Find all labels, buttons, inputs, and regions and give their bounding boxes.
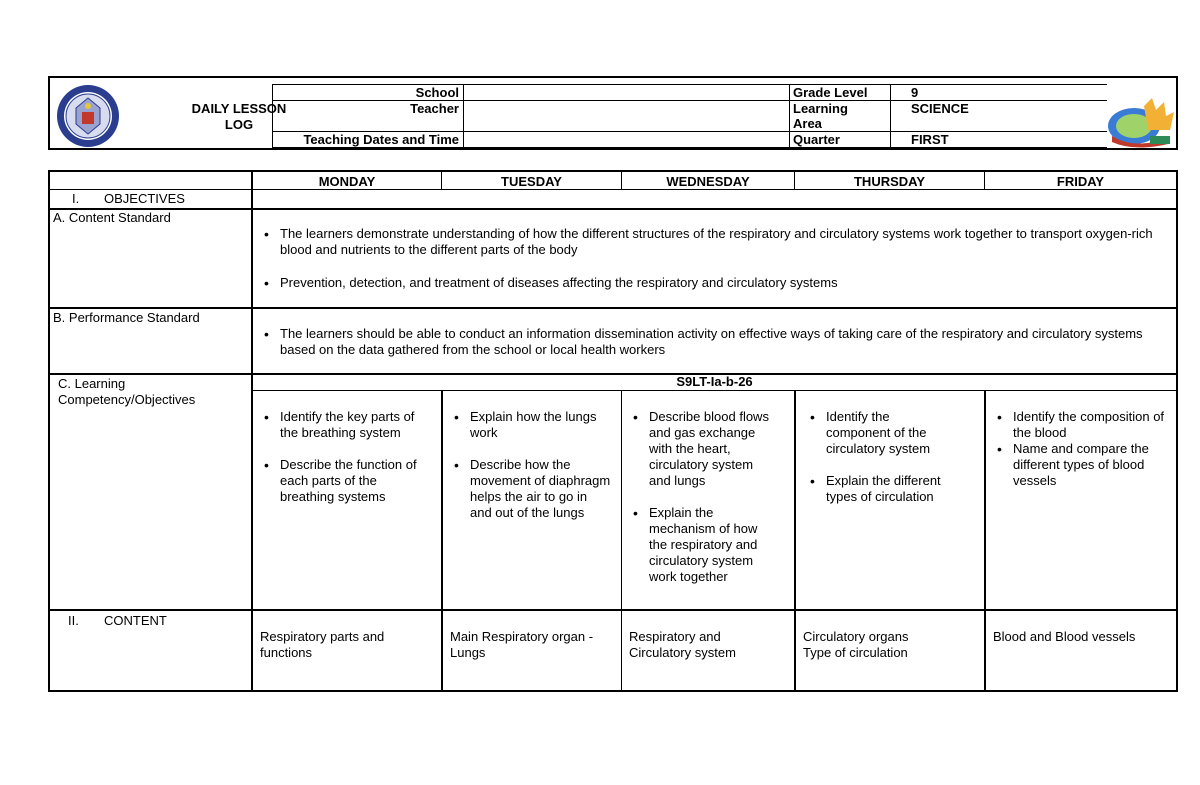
day-header-thursday: THURSDAY [853,174,926,189]
grid-line [251,390,1176,391]
objective-item: • Describe blood flows and gas exchange with the heart, circulatory system and lungs [625,409,775,489]
objective-item: • Name and compare the different types of blood vessels [989,441,1169,489]
content-standard-item: • The learners demonstrate understanding of how the different structures of the respiratory and circulatory systems work together to transport oxygen-rich blood and nutrients to the different parts of the body [256,226,1170,258]
day-header-friday: FRIDAY [1056,174,1105,189]
school-value [464,85,790,101]
content-wednesday: Respiratory and Circulatory system [629,629,736,660]
deped-seal-icon [56,84,120,148]
objective-item: • Explain how the lungs work [446,409,611,441]
quarter-label: Quarter [790,132,891,148]
grid-line [621,391,622,692]
performance-standard-text [256,326,1170,358]
objective-item: • Explain the different types of circulation [802,473,952,505]
school-label: School [273,85,464,101]
day-header-tuesday: TUESDAY [501,174,562,189]
header-block [48,76,1178,150]
content-standard-item: • Prevention, detection, and treatment of diseases affecting the respiratory and circulatory systems [256,275,1170,291]
competency-label-line-2: Competency/Objectives [58,392,196,407]
learning-area-label [790,101,891,132]
grid-line [794,391,796,692]
content-tuesday: Main Respiratory organ - Lungs [450,629,594,660]
objective-item: • Identify the composition of the blood [989,409,1169,441]
objective-item: • Describe how the movement of diaphragm helps the air to go in and out of the lungs [446,457,611,521]
header-info-table [272,84,1107,148]
teacher-label: Teacher [273,101,464,132]
grid-line [50,609,1176,611]
grade-level-value: 9 [891,85,1107,101]
objectives-friday [989,409,1169,489]
grade-level-label: Grade Level [790,85,891,101]
content-thursday: Circulatory organs Type of circulation [803,629,909,660]
content-standard-label: A. Content Standard [53,210,171,225]
objective-item: • Explain the mechanism of how the respiratory and circulatory system work together [625,505,775,585]
day-header-monday: MONDAY [318,174,376,189]
content-standard-text [256,226,1170,291]
deped-banner-logo-icon [1104,96,1176,150]
objective-item: • Describe the function of each parts of the breathing systems [256,457,426,505]
grid-line [50,208,1176,210]
grid-line [50,307,1176,309]
objectives-thursday [802,409,952,505]
grid-line [441,391,443,692]
objectives-tuesday [446,409,611,521]
teaching-dates-value [464,132,790,148]
teaching-dates-label: Teaching Dates and Time [273,132,464,148]
lesson-log-table [48,170,1178,692]
objectives-wednesday [625,409,775,585]
learning-area-label-line-2: Area [793,116,822,131]
title-line-1: DAILY LESSON [191,101,287,116]
performance-standard-label: B. Performance Standard [53,310,200,325]
competency-code: S9LT-Ia-b-26 [676,374,753,389]
grid-line [984,391,986,692]
teacher-value [464,101,790,132]
objective-item: • Identify the key parts of the breathing system [256,409,426,441]
quarter-value: FIRST [891,132,1107,148]
day-header-wednesday: WEDNESDAY [666,174,750,189]
competency-label-line-1: C. Learning [58,376,126,391]
objective-item: • Identify the component of the circulatory system [802,409,952,457]
grid-line [251,172,253,692]
content-monday: Respiratory parts and functions [260,629,385,660]
learning-area-value: SCIENCE [891,101,1107,132]
objectives-number: I. [72,191,80,206]
objectives-label: OBJECTIVES [104,191,185,206]
title-line-2: LOG [224,117,254,132]
content-friday: Blood and Blood vessels [993,629,1136,644]
objectives-monday [256,409,426,505]
competency-label [58,376,195,408]
grid-line [50,189,1176,190]
learning-area-label-line-1: Learning [793,101,848,116]
content-number: II. [68,613,79,628]
performance-standard-item: • The learners should be able to conduct an information dissemination activity on effective ways of taking care of the respiratory and circulatory systems based on the data gathered from the school or local health workers [256,326,1170,358]
content-label: CONTENT [104,613,167,628]
